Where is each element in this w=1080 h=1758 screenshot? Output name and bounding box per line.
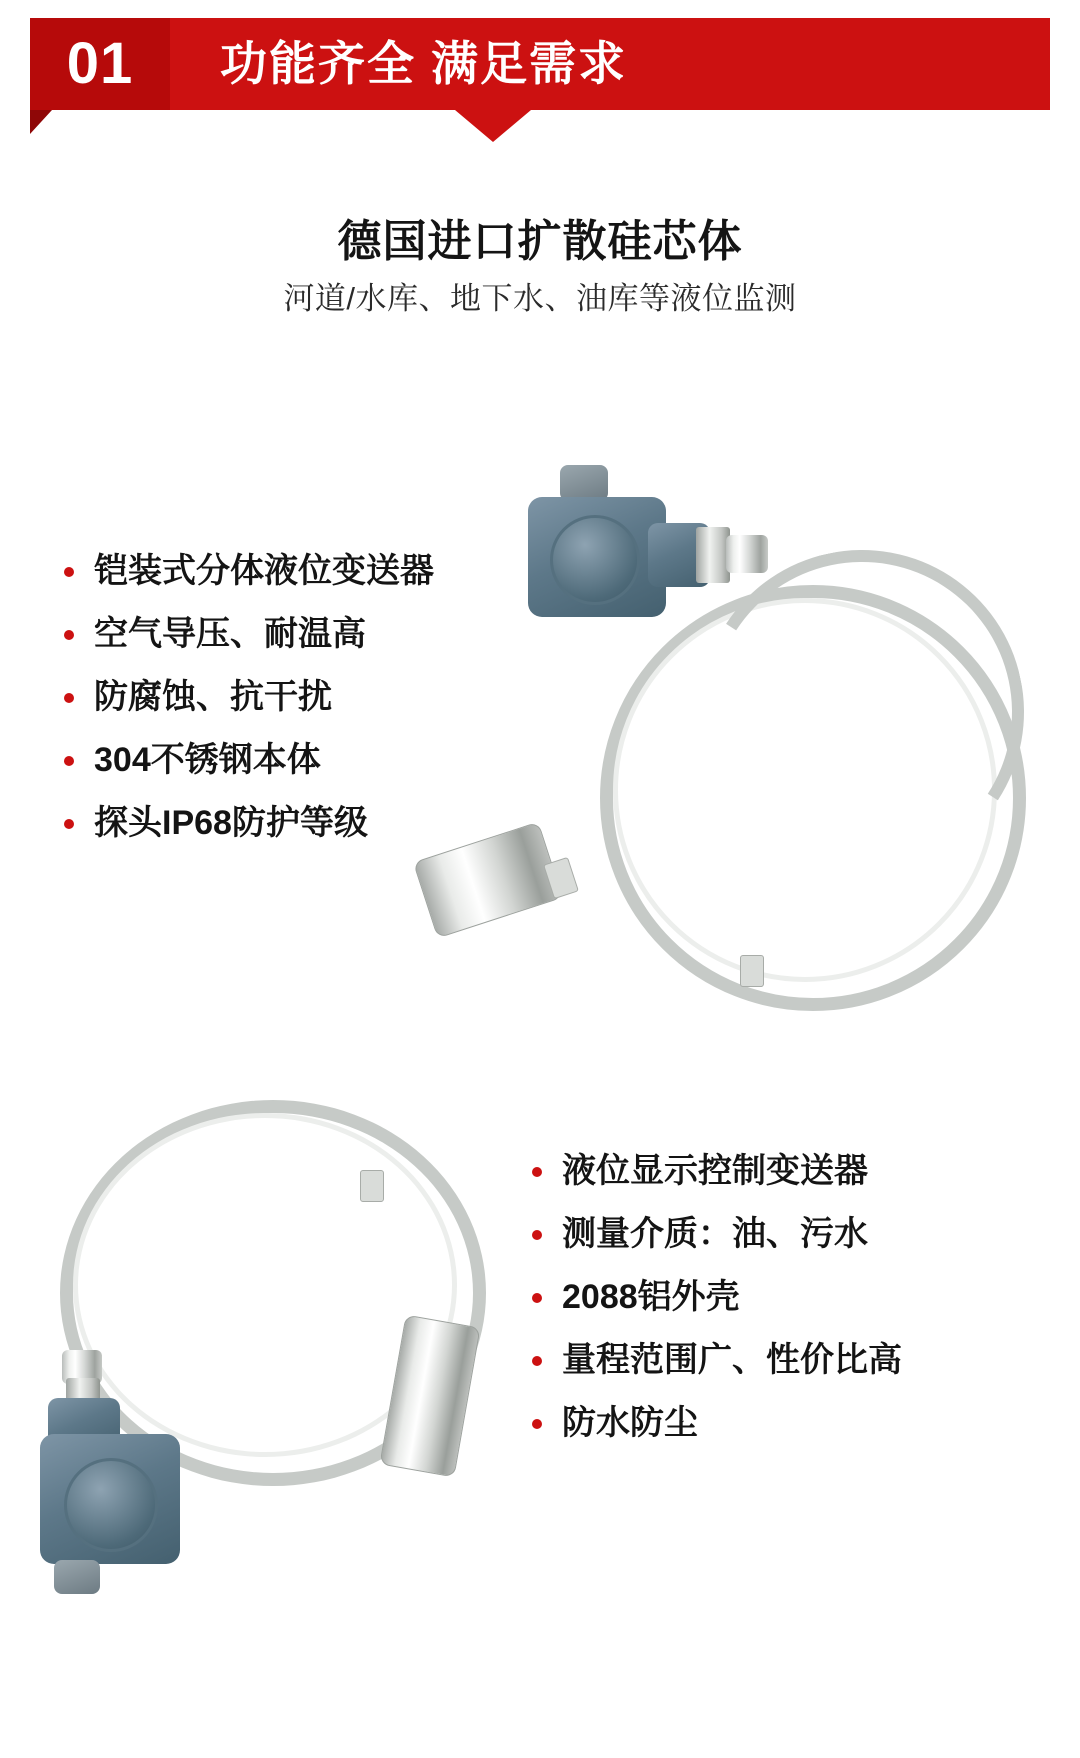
bullet-dot-icon [532, 1230, 542, 1240]
bullet-dot-icon [64, 567, 74, 577]
head-vent-cap [54, 1560, 100, 1594]
head-cable-gland [726, 535, 768, 573]
list-item-label: 防腐蚀、抗干扰 [94, 678, 332, 716]
list-item-label: 量程范围广、性价比高 [562, 1341, 902, 1379]
bullet-dot-icon [64, 630, 74, 640]
list-item-label: 304不锈钢本体 [94, 741, 321, 779]
section-title: 功能齐全 满足需求 [220, 37, 628, 90]
banner-left-tab-decoration [30, 110, 52, 134]
list-item-label: 液位显示控制变送器 [562, 1152, 868, 1190]
cable-tie-clip [740, 955, 764, 987]
list-item-label: 防水防尘 [562, 1404, 698, 1442]
list-item-label: 2088铝外壳 [562, 1278, 740, 1316]
list-item [528, 1208, 902, 1260]
bullet-dot-icon [532, 1167, 542, 1177]
list-item [528, 1271, 902, 1323]
bullet-dot-icon [64, 693, 74, 703]
list-item [60, 545, 434, 597]
page-subtitle: 河道/水库、地下水、油库等液位监测 [283, 281, 797, 316]
bullet-dot-icon [64, 756, 74, 766]
top-product-image [400, 455, 1040, 1015]
bottom-feature-list [528, 1145, 902, 1460]
list-item [60, 797, 434, 849]
bottom-product-image [40, 1020, 560, 1620]
head-nameplate [64, 1458, 158, 1552]
bullet-dot-icon [532, 1293, 542, 1303]
banner-notch-decoration [455, 110, 531, 142]
list-item [528, 1334, 902, 1386]
section-number: 01 [30, 18, 170, 110]
list-item [528, 1397, 902, 1449]
list-item-label: 铠装式分体液位变送器 [94, 552, 434, 590]
list-item [60, 734, 434, 786]
head-nameplate [550, 515, 640, 605]
list-item-label: 探头IP68防护等级 [94, 804, 368, 842]
bullet-dot-icon [532, 1419, 542, 1429]
cable-tie-clip [360, 1170, 384, 1202]
top-feature-list [60, 545, 434, 860]
page-title: 德国进口扩散硅芯体 [337, 217, 743, 266]
bullet-dot-icon [532, 1356, 542, 1366]
list-item [528, 1145, 902, 1197]
section-header-banner [30, 18, 1050, 110]
head-vent-cap [560, 465, 608, 501]
head-gland-nut [696, 527, 730, 583]
list-item [60, 608, 434, 660]
list-item-label: 空气导压、耐温高 [94, 615, 366, 653]
list-item [60, 671, 434, 723]
list-item-label: 测量介质：油、污水 [562, 1215, 868, 1253]
submersible-probe [413, 822, 563, 939]
bullet-dot-icon [64, 819, 74, 829]
